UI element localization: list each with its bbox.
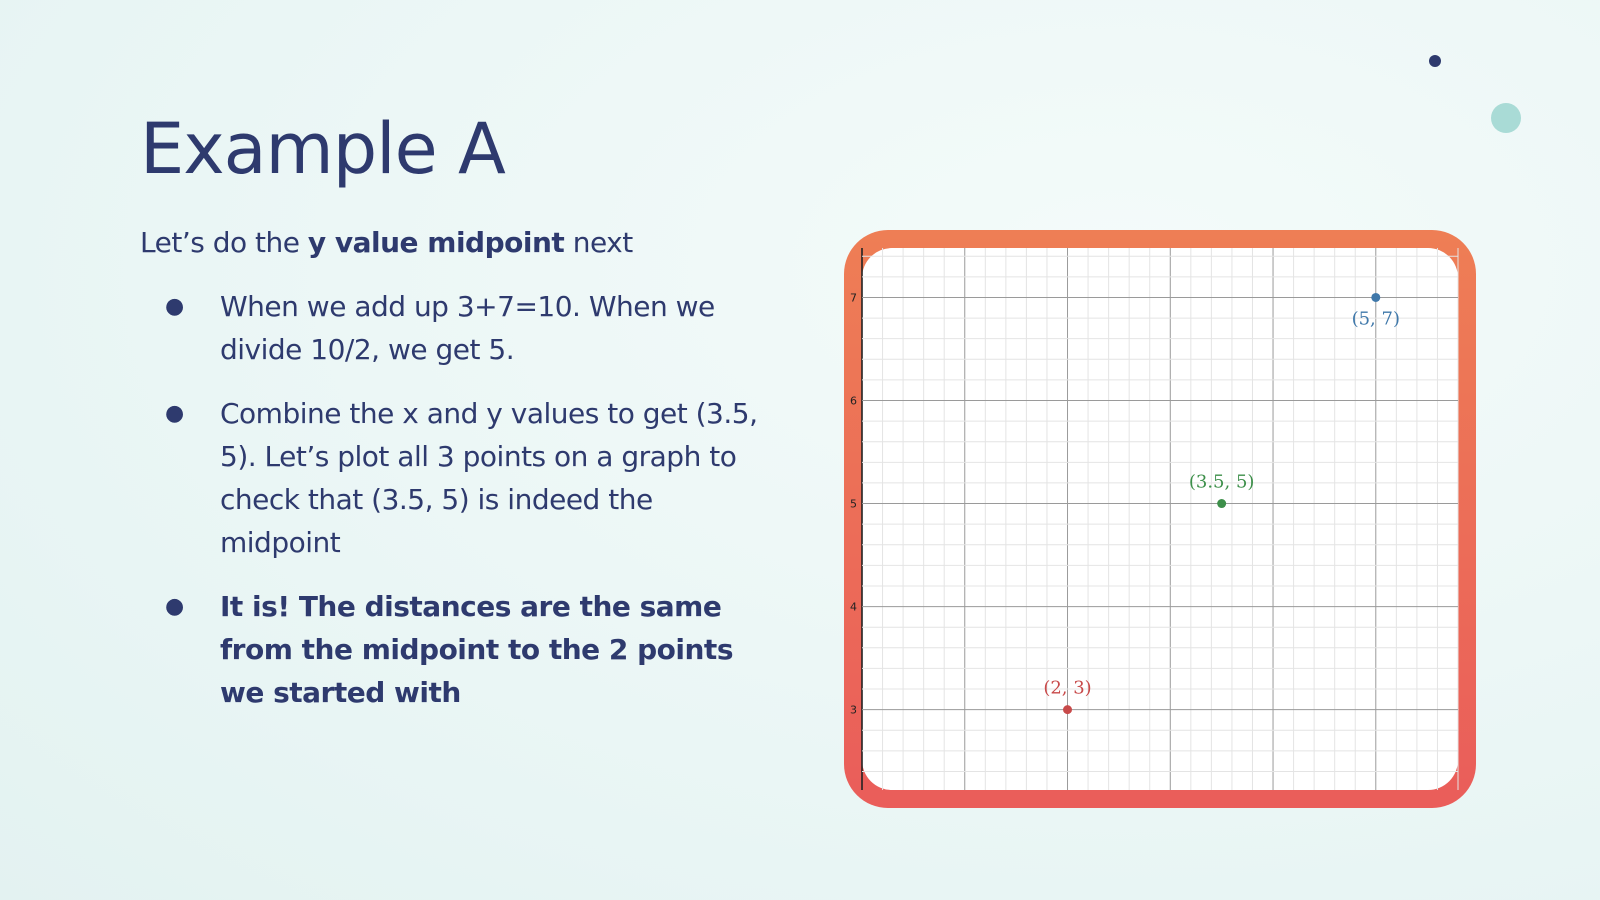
bullet-text: Combine the x and y values to get (3.5, 5). Let’s plot all 3 points on a graph to check that (3.5, 5) is indeed the midpoint — [220, 397, 758, 559]
bullet-icon: ● — [165, 294, 184, 319]
y-tick-label: 6 — [850, 394, 857, 408]
bullet-icon: ● — [165, 401, 184, 426]
data-point-label: (5, 7) — [1351, 308, 1400, 330]
intro-text — [140, 226, 633, 259]
intro-text-bold: y value midpoint — [307, 226, 565, 259]
y-tick-label: 4 — [850, 600, 857, 614]
data-point-label: (2, 3) — [1043, 677, 1092, 699]
intro-text-after: next — [564, 226, 633, 259]
graph-panel — [850, 248, 1458, 790]
data-point-label: (3.5, 5) — [1188, 471, 1255, 493]
y-tick-label: 5 — [850, 497, 857, 511]
intro-text-before: Let’s do the — [140, 226, 308, 259]
data-point — [1371, 293, 1380, 302]
decorative-dot-teal — [1491, 103, 1521, 133]
bullet-item — [150, 392, 760, 564]
bullet-icon: ● — [165, 594, 184, 619]
data-point — [1063, 705, 1072, 714]
bullet-text: When we add up 3+7=10. When we divide 10/2, we get 5. — [220, 290, 715, 366]
coordinate-graph — [850, 248, 1458, 790]
graph-frame — [844, 230, 1476, 808]
data-point — [1217, 499, 1226, 508]
y-tick-label: 7 — [850, 291, 857, 305]
decorative-dot-dark — [1429, 55, 1441, 67]
y-tick-label: 3 — [850, 703, 857, 717]
bullet-item — [150, 585, 760, 714]
slide-title: Example A — [140, 108, 505, 190]
bullet-item — [150, 285, 760, 371]
bullet-list — [150, 285, 760, 735]
bullet-text: It is! The distances are the same from the midpoint to the 2 points we started with — [220, 590, 733, 709]
